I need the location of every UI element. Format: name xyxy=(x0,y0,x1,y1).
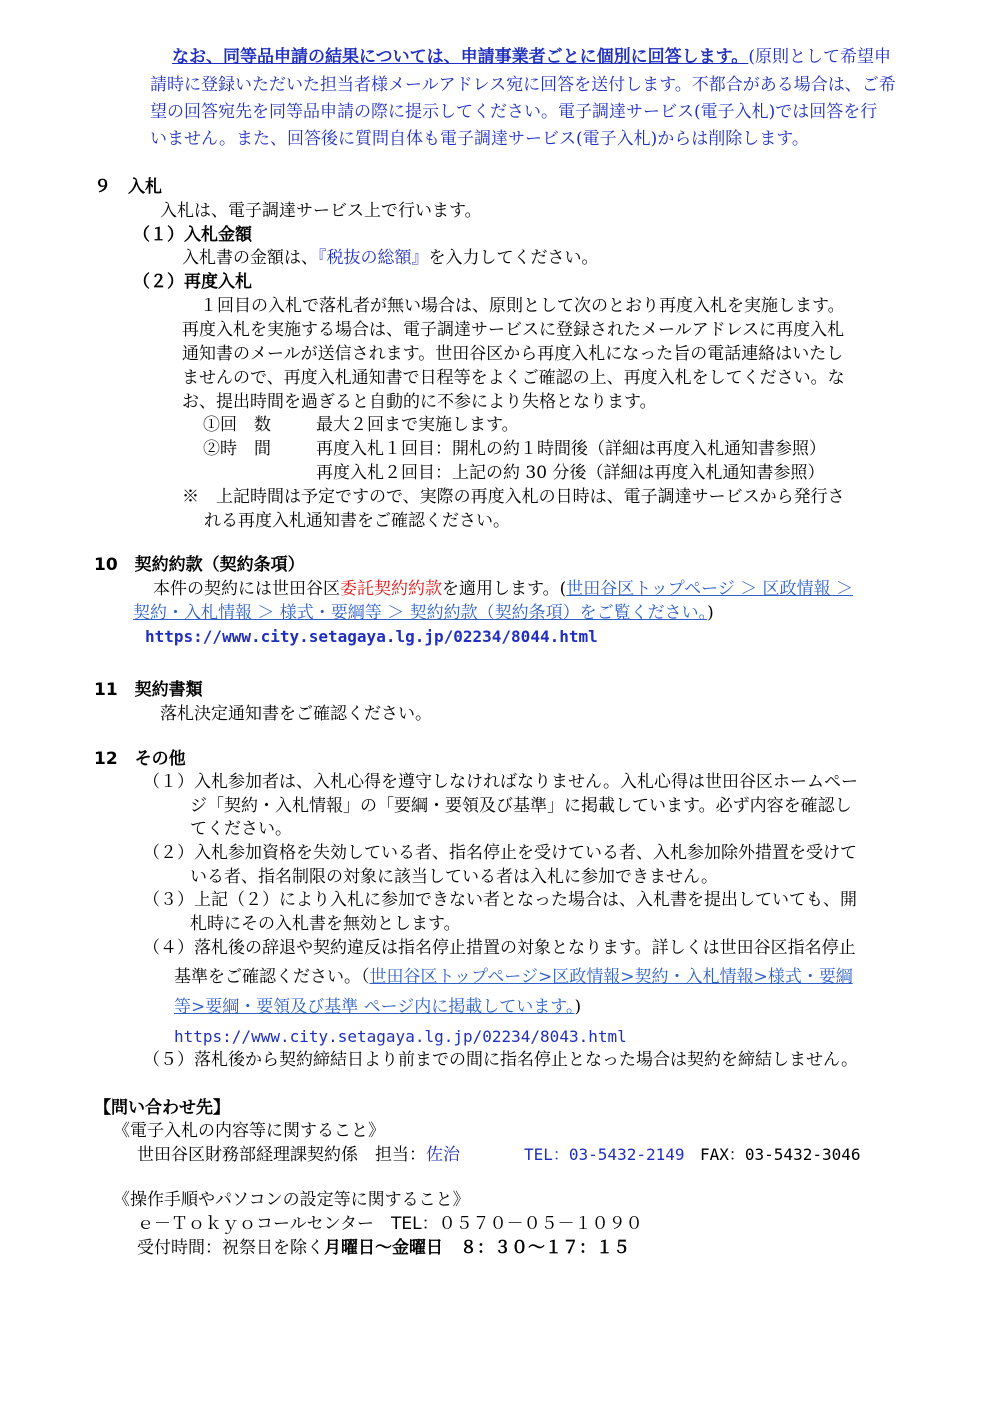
contact-heading: 【問い合わせ先】 xyxy=(94,1098,230,1118)
rebid-time-text-2: 再度入札２回目：上記の約 30 分後（詳細は再度入札通知書参照） xyxy=(316,463,825,483)
contract-terms-url[interactable]: https://www.city.setagaya.lg.jp/02234/8044.html xyxy=(145,627,598,646)
other-item-4-line-2: 基準をご確認ください。（世田谷区トップページ>区政情報>契約・入札情報>様式・要綱 xyxy=(174,967,853,987)
intro-line-2: 請時に登録いただいた担当者様メールアドレス宛に回答を送付します。不都合がある場合は、ご希 xyxy=(150,75,896,95)
other-item-1-line-3: てください。 xyxy=(190,819,292,839)
rebid-note-line-2: れる再度入札通知書をご確認ください。 xyxy=(204,511,510,531)
hours-line: 受付時間：祝祭日を除く月曜日～金曜日 ８：３０～１７：１５ xyxy=(137,1238,630,1258)
contact-person: 佐治 xyxy=(426,1145,460,1165)
contact-dept-line: 世田谷区財務部経理課契約係 担当：佐治 xyxy=(137,1145,460,1165)
suspension-standard-link[interactable]: 世田谷区トップページ>区政情報>契約・入札情報>様式・要綱 xyxy=(369,967,853,987)
intro-bold-text: なお、同等品申請の結果については、申請事業者ごとに個別に回答します。 xyxy=(172,47,749,67)
other-item-3-line-2: 札時にその入札書を無効とします。 xyxy=(190,914,461,934)
rebid-count-text: 最大２回まで実施します。 xyxy=(316,415,519,435)
rebid-paragraph-line: 再度入札を実施する場合は、電子調達サービスに登録されたメールアドレスに再度入札 xyxy=(182,320,845,340)
suspension-standard-link-cont[interactable]: 等>要綱・要領及び基準 ページ内に掲載しています。 xyxy=(174,997,575,1017)
intro-text: (原則として希望申 xyxy=(748,47,891,67)
rebid-count-label: ①回 数 xyxy=(203,415,271,435)
section-11-heading: 11 契約書類 xyxy=(94,680,203,700)
section-9-body: 入札は、電子調達サービス上で行います。 xyxy=(160,201,482,221)
section-9-sub2-heading: （２）再度入札 xyxy=(133,272,252,292)
rebid-paragraph-line: １回目の入札で落札者が無い場合は、原則として次のとおり再度入札を実施します。 xyxy=(200,296,845,316)
contact-tel: TEL：03-5432-2149 xyxy=(524,1145,685,1164)
intro-line-4: いません。また、回答後に質問自体も電子調達サービス(電子入札)からは削除します。 xyxy=(150,129,809,149)
section-10-heading: 10 契約約款（契約条項） xyxy=(94,555,305,575)
rebid-time-label: ②時 間 xyxy=(203,439,271,459)
section-11-body: 落札決定通知書をご確認ください。 xyxy=(160,704,432,724)
setagaya-breadcrumb-link[interactable]: 世田谷区トップページ ＞ 区政情報 ＞ xyxy=(566,579,853,599)
section-9-sub1-body: 入札書の金額は、『税抜の総額』を入力してください。 xyxy=(182,248,599,268)
contract-terms-breadcrumb-link[interactable]: 契約・入札情報 ＞ 様式・要綱等 ＞ 契約約款（契約条項）をご覧ください。 xyxy=(133,603,708,623)
other-item-4-line-1: （４）落札後の辞退や契約違反は指名停止措置の対象となります。詳しくは世田谷区指名停止 xyxy=(143,938,856,958)
other-item-5: （５）落札後から契約締結日より前までの間に指名停止となった場合は契約を締結しません。 xyxy=(143,1050,859,1070)
rebid-note-line-1: ※ 上記時間は予定ですので、実際の再度入札の日時は、電子調達サービスから発行さ xyxy=(182,487,845,507)
tax-excluded-total: 『税抜の総額』 xyxy=(318,248,429,268)
section-9-heading: ９ 入札 xyxy=(94,177,162,197)
contact-fax: FAX：03-5432-3046 xyxy=(700,1145,861,1164)
intro-line-3: 望の回答宛先を同等品申請の際に提示してください。電子調達サービス(電子入札)では回答を行 xyxy=(150,102,878,122)
other-item-1-line-1: （１）入札参加者は、入札心得を遵守しなければなりません。入札心得は世田谷区ホームペー xyxy=(143,772,859,792)
call-center-line: ｅ－Ｔｏｋｙｏコールセンター TEL：０５７０－０５－１０９０ xyxy=(137,1214,643,1234)
suspension-standard-url[interactable]: https://www.city.setagaya.lg.jp/02234/8043.html xyxy=(174,1027,627,1046)
hours-bold: 月曜日～金曜日 ８：３０～１７：１５ xyxy=(324,1238,630,1258)
rebid-time-text-1: 再度入札１回目：開札の約１時間後（詳細は再度入札通知書参照） xyxy=(316,439,826,459)
section-10-line-2: 契約・入札情報 ＞ 様式・要綱等 ＞ 契約約款（契約条項）をご覧ください。) xyxy=(133,603,714,623)
other-item-2-line-2: いる者、指名制限の対象に該当している者は入札に参加できません。 xyxy=(190,867,719,887)
section-12-heading: 12 その他 xyxy=(94,749,186,769)
section-10-line-1: 本件の契約には世田谷区委託契約約款を適用します。(世田谷区トップページ ＞ 区政情報 ＞ xyxy=(153,579,853,599)
contract-terms-name: 委託契約約款 xyxy=(340,579,442,599)
intro-line-1 xyxy=(172,46,891,68)
section-9-sub1-heading: （１）入札金額 xyxy=(133,225,252,245)
contact-sub1: 《電子入札の内容等に関すること》 xyxy=(113,1121,385,1141)
other-item-1-line-2: ジ「契約・入札情報」の「要綱・要領及び基準」に掲載しています。必ず内容を確認し xyxy=(190,796,852,816)
other-item-4-line-3: 等>要綱・要領及び基準 ページ内に掲載しています。) xyxy=(174,997,582,1017)
rebid-paragraph-line: お、提出時間を過ぎると自動的に不参により失格となります。 xyxy=(182,392,657,412)
other-item-2-line-1: （２）入札参加資格を失効している者、指名停止を受けている者、入札参加除外措置を受けて xyxy=(143,843,857,863)
contact-sub2: 《操作手順やパソコンの設定等に関すること》 xyxy=(113,1190,470,1210)
other-item-3-line-1: （３）上記（２）により入札に参加できない者となった場合は、入札書を提出していても、開 xyxy=(143,890,857,910)
rebid-paragraph-line: 通知書のメールが送信されます。世田谷区から再度入札になった旨の電話連絡はいたし xyxy=(182,344,844,364)
rebid-paragraph-line: ませんので、再度入札通知書で日程等をよくご確認の上、再度入札をしてください。な xyxy=(182,368,845,388)
